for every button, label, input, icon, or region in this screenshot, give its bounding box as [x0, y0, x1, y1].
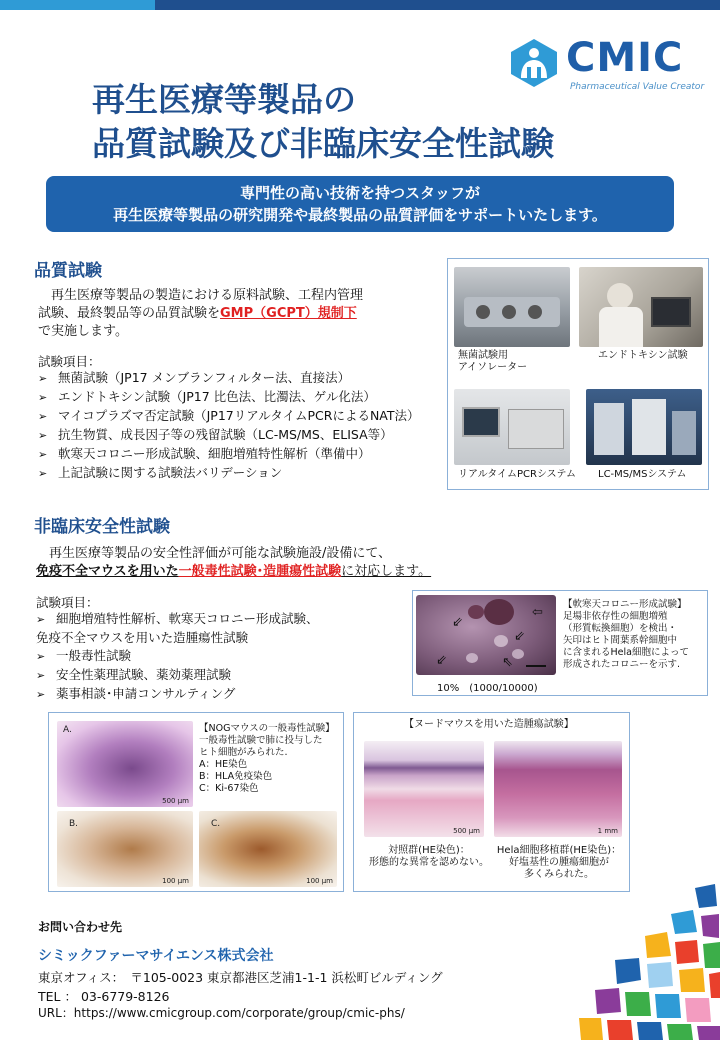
scale-label: 500 μm	[162, 797, 189, 805]
control-caption-line-2: 形態的な異常を認めない。	[369, 857, 489, 868]
ki67-stain-image	[199, 811, 337, 887]
arrow-bullet-icon: ➢	[36, 613, 46, 626]
arrow-bullet-icon: ➢	[36, 669, 46, 682]
banner-line-2: 再生医療等製品の研究開発や最終製品の品質評価をサポートいたします。	[113, 206, 607, 224]
list-item-text: エンドトキシン試験（JP17 比色法、比濁法、ゲル化法）	[58, 389, 376, 404]
list-item-text: 抗生物質、成長因子等の残留試験（LC-MS/MS、ELISA等）	[58, 427, 393, 442]
top-bar-light-segment	[0, 0, 155, 10]
contact-heading: お問い合わせ先	[38, 920, 123, 934]
list-item	[38, 426, 420, 445]
toxicity-highlight: 一般毒性試験･造腫瘍性試験	[178, 564, 342, 579]
website-url[interactable]: URL：https://www.cmicgroup.com/corporate/group/cmic-phs/	[38, 1006, 405, 1020]
page-title	[92, 78, 554, 166]
hela-caption-line-2: 好塩基性の腫瘍細胞が	[509, 857, 609, 868]
arrow-icon: ⇙	[452, 615, 463, 630]
panel-label-a: A.	[63, 725, 72, 735]
list-item	[38, 445, 420, 464]
nonclinical-intro	[36, 545, 516, 581]
panel-label-b: B.	[69, 819, 79, 829]
pcr-caption: リアルタイムPCRシステム	[458, 469, 576, 480]
colony-title: 【軟寒天コロニー形成試験】	[563, 599, 687, 610]
scale-label: 500 μm	[453, 827, 480, 835]
list-item-continuation	[36, 629, 319, 647]
panel-label-c: C.	[211, 819, 221, 829]
list-item-text: 薬事相談･申請コンサルティング	[56, 686, 236, 701]
page-title-line-2: 品質試験及び非臨床安全性試験	[92, 124, 554, 163]
office-address: 東京オフィス： 〒105-0023 東京都港区芝浦1-1-1 浜松町ビルディング	[38, 970, 443, 985]
hela-caption-line-3: 多くみられた。	[524, 869, 594, 880]
colony-assay-panel	[412, 590, 708, 696]
list-item	[38, 407, 420, 426]
he-stain-image	[57, 721, 193, 807]
nog-desc-line: A：HE染色	[199, 759, 248, 770]
colony-desc-line: 足場非依存性の細胞増殖	[563, 611, 668, 622]
list-item-text: 一般毒性試験	[56, 648, 132, 663]
list-item	[38, 464, 420, 483]
gmp-highlight: GMP（GCPT）規制下	[220, 306, 357, 321]
nude-mouse-panel	[353, 712, 630, 892]
nonclinical-intro-suffix: に対応します。	[341, 564, 432, 579]
hela-caption	[490, 845, 628, 881]
nog-title: 【NOGマウスの一般毒性試験】	[199, 723, 335, 734]
nonclinical-intro-line-1: 再生医療等製品の安全性評価が可能な試験施設/設備にて、	[49, 546, 392, 561]
quality-intro-line-2-text: 試験、最終製品等の品質試験を	[38, 306, 221, 321]
isolator-photo	[454, 267, 570, 347]
arrow-bullet-icon: ➢	[36, 650, 46, 663]
list-item-text: 免疫不全マウスを用いた造腫瘍性試験	[36, 630, 249, 645]
quality-intro	[38, 287, 438, 341]
top-bar-dark-segment	[155, 0, 720, 10]
arrow-bullet-icon: ➢	[38, 410, 48, 423]
arrow-icon: ⇙	[436, 653, 447, 668]
list-item-text: 安全性薬理試験、薬効薬理試験	[56, 667, 232, 682]
intro-banner	[46, 176, 674, 232]
colony-micrograph	[416, 595, 556, 675]
arrow-icon: ⇙	[514, 629, 525, 644]
arrow-bullet-icon: ➢	[36, 688, 46, 701]
company-name: シミックファーマサイエンス株式会社	[38, 948, 274, 964]
cmic-wordmark: CMIC	[566, 35, 684, 81]
scale-label: 1 mm	[597, 827, 618, 835]
hela-tissue-image	[494, 741, 622, 837]
nog-mouse-panel	[48, 712, 344, 892]
colony-desc-line: に含まれるHela細胞によって	[563, 647, 689, 658]
list-item-text: マイコプラズマ否定試験（JP17リアルタイムPCRによるNAT法）	[58, 408, 420, 423]
equipment-photo-panel	[447, 258, 709, 490]
list-item	[38, 388, 420, 407]
arrow-bullet-icon: ➢	[38, 467, 48, 480]
quality-heading: 品質試験	[34, 261, 102, 281]
list-item-text: 細胞増殖特性解析、軟寒天コロニー形成試験、	[56, 611, 319, 626]
colony-description	[563, 599, 689, 671]
nog-desc-line: 一般毒性試験で肺に投与した	[199, 735, 323, 746]
arrow-bullet-icon: ➢	[38, 372, 48, 385]
quality-items-list	[38, 369, 420, 483]
colony-desc-line: 形成されたコロニーを示す.	[563, 659, 681, 670]
colony-desc-line: （形質転換細胞）を検出・	[563, 623, 678, 634]
control-caption	[364, 845, 494, 869]
page-title-line-1: 再生医療等製品の	[92, 80, 356, 119]
list-item	[36, 666, 319, 685]
list-item	[36, 685, 319, 704]
nog-description	[199, 723, 335, 795]
colony-caption: 10% (1000/10000)	[437, 683, 538, 694]
telephone: TEL ： 03-6779-8126	[38, 989, 170, 1004]
arrow-bullet-icon: ➢	[38, 448, 48, 461]
nonclinical-items-label: 試験項目：	[36, 595, 99, 610]
arrow-icon: ⇖	[502, 655, 513, 670]
immunodeficient-mouse-text: 免疫不全マウスを用いた	[36, 564, 179, 579]
isolator-caption-line-1: 無菌試験用	[458, 350, 508, 361]
hla-stain-image	[57, 811, 193, 887]
lcms-photo	[586, 389, 702, 465]
quality-items-label: 試験項目：	[38, 354, 101, 369]
colony-desc-line: 矢印はヒト間葉系幹細胞中	[563, 635, 678, 646]
scale-label: 100 μm	[306, 877, 333, 885]
arrow-bullet-icon: ➢	[38, 429, 48, 442]
list-item-text: 無菌試験（JP17 メンブランフィルター法、直接法）	[58, 370, 351, 385]
nude-title: 【ヌードマウスを用いた造腫瘍試験】	[404, 719, 574, 730]
list-item	[36, 610, 319, 629]
nog-desc-line: B：HLA免疫染色	[199, 771, 273, 782]
hela-caption-line-1: Hela細胞移植群(HE染色)：	[496, 845, 622, 856]
top-color-bar	[0, 0, 720, 10]
quality-intro-line-2	[38, 305, 438, 323]
nonclinical-intro-line-2	[36, 563, 516, 581]
arrow-icon: ⇦	[532, 605, 543, 620]
nog-desc-line: ヒト細胞がみられた.	[199, 747, 288, 758]
nog-desc-line: C：Ki-67染色	[199, 783, 259, 794]
pcr-photo	[454, 389, 570, 465]
arrow-bullet-icon: ➢	[38, 391, 48, 404]
list-item	[36, 647, 319, 666]
list-item-text: 軟寒天コロニー形成試験、細胞増殖特性解析（準備中）	[58, 446, 371, 461]
nonclinical-items-list	[36, 610, 319, 704]
nonclinical-heading: 非臨床安全性試験	[34, 517, 170, 537]
list-item-text: 上記試験に関する試験法バリデーション	[58, 465, 283, 480]
list-item	[38, 369, 420, 388]
control-caption-line-1: 対照群(HE染色)：	[388, 845, 470, 856]
banner-line-1: 専門性の高い技術を持つスタッフが	[239, 184, 480, 202]
quality-intro-line-3: で実施します。	[38, 324, 128, 339]
endotoxin-caption: エンドトキシン試験	[598, 350, 688, 361]
control-tissue-image	[364, 741, 484, 837]
quality-intro-line-1: 再生医療等製品の製造における原料試験、工程内管理	[51, 288, 364, 303]
endotoxin-photo	[579, 267, 703, 347]
lcms-caption: LC-MS/MSシステム	[598, 469, 687, 480]
decorative-mosaic	[575, 880, 720, 1040]
scale-label: 100 μm	[162, 877, 189, 885]
cmic-tagline: Pharmaceutical Value Creator	[570, 82, 705, 92]
isolator-caption-line-2: アイソレーター	[458, 362, 528, 373]
scale-bar	[526, 665, 546, 667]
isolator-caption	[458, 350, 527, 374]
